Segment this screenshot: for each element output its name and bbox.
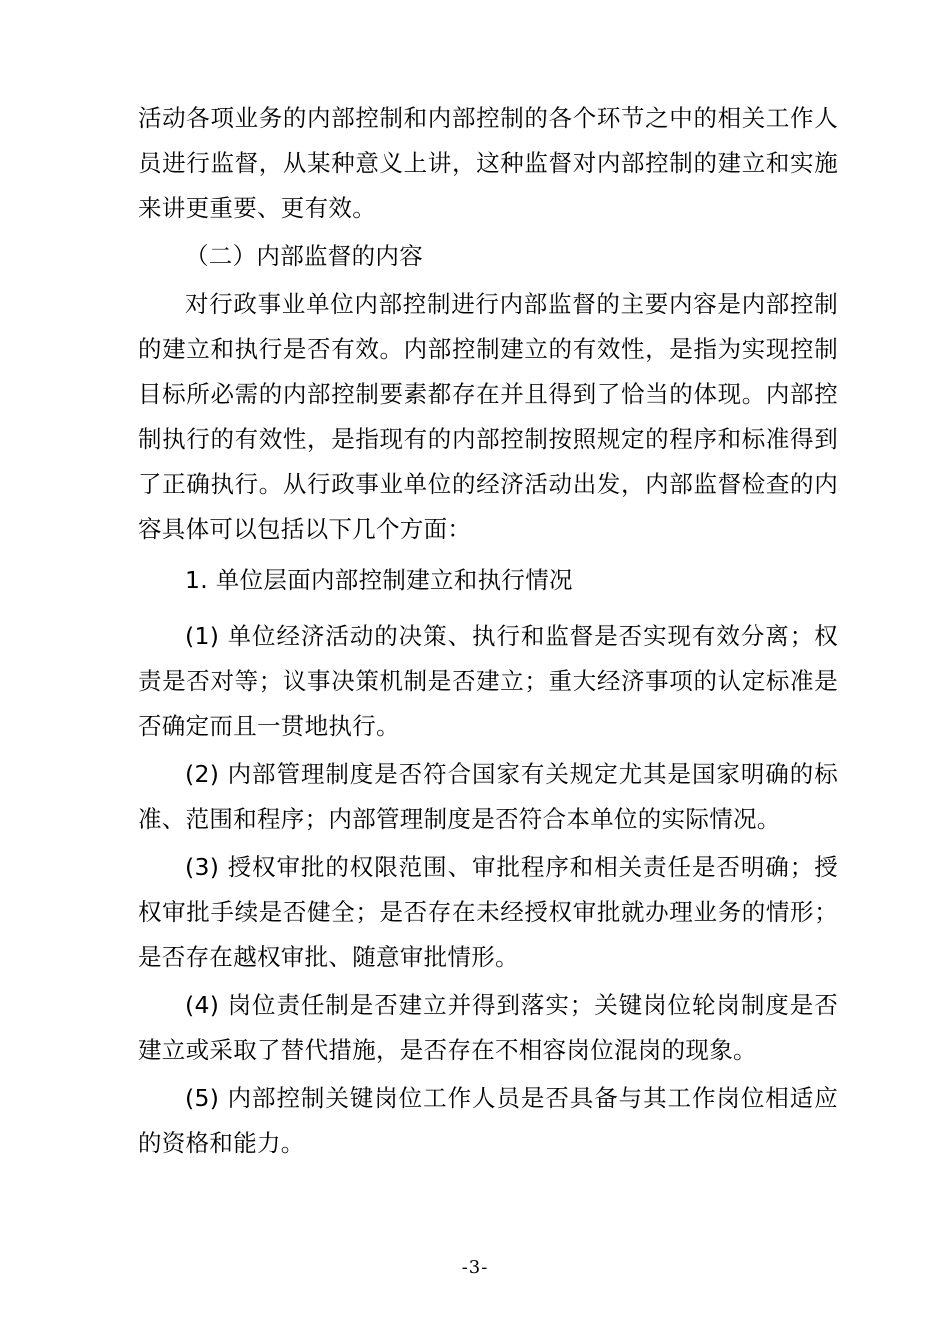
section-heading: （二）内部监督的内容 [185, 242, 423, 270]
subsection-heading: 1. 单位层面内部控制建立和执行情况 [185, 566, 573, 594]
list-item-5: (5) 内部控制关键岗位工作人员是否具备与其工作岗位相适应的资格和能力。 [138, 1084, 838, 1157]
list-item-3: (3) 授权审批的权限范围、审批程序和相关责任是否明确；授权审批手续是否健全；是否存在未经授权审批就办理业务的情形；是否存在越权审批、随意审批情形。 [138, 853, 838, 971]
paragraph-intro: 对行政事业单位内部控制进行内部监督的主要内容是内部控制的建立和执行是否有效。内部控制建立的有效性，是指为实现控制目标所必需的内部控制要素都存在并且得到了恰当的体现。内部控制执行的有效性，是指现有的内部控制按照规定的程序和标准得到了正确执行。从行政事业单位的经济活动出发，内部监督检查的内容具体可以包括以下几个方面： [138, 290, 838, 543]
paragraph-continuation: 活动各项业务的内部控制和内部控制的各个环节之中的相关工作人员进行监督，从某种意义上讲，这种监督对内部控制的建立和实施来讲更重要、更有效。 [138, 104, 838, 222]
list-item-1: (1) 单位经济活动的决策、执行和监督是否实现有效分离；权责是否对等；议事决策机制是否建立；重大经济事项的认定标准是否确定而且一贯地执行。 [138, 622, 838, 740]
document-body [138, 96, 838, 1166]
list-item-2: (2) 内部管理制度是否符合国家有关规定尤其是国家明确的标准、范围和程序；内部管理制度是否符合本单位的实际情况。 [138, 760, 838, 833]
page-number: -3- [461, 1257, 489, 1278]
list-item-4: (4) 岗位责任制是否建立并得到落实；关键岗位轮岗制度是否建立或采取了替代措施，是否存在不相容岗位混岗的现象。 [138, 991, 838, 1064]
